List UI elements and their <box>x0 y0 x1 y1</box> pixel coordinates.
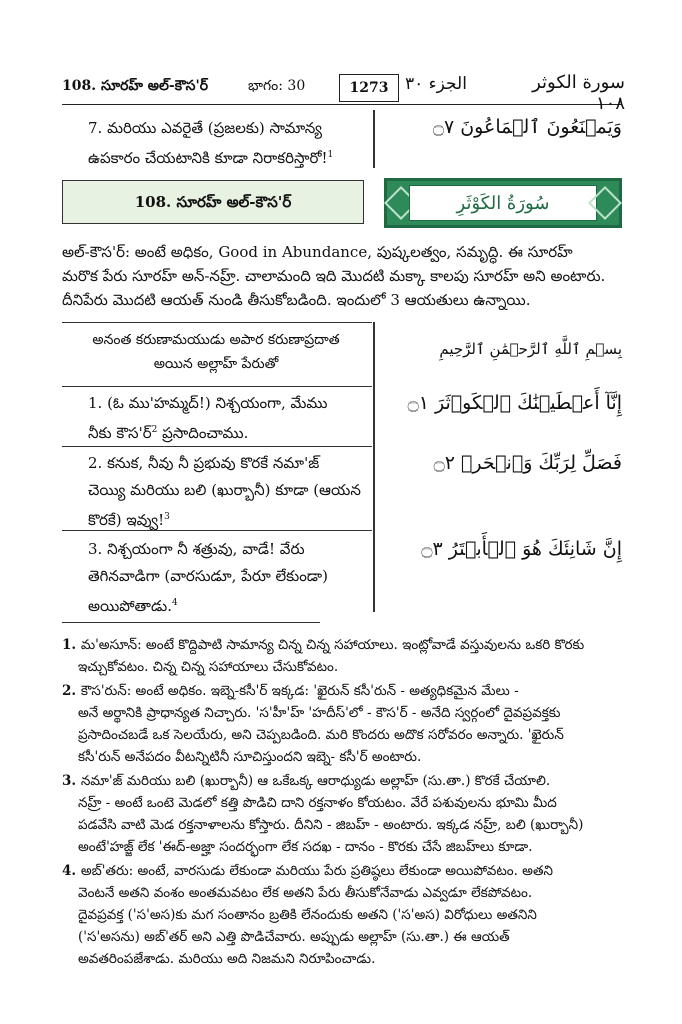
verse-2-translation <box>88 450 370 534</box>
intro-line: దీనిపేరు మొదటి ఆయత్ నుండి తీసుకోబడింది. ఇందులో 3 ఆయతులు ఉన్నాయి. <box>62 291 531 309</box>
column-divider <box>373 322 375 612</box>
footnote-line: ఇచ్చుకోవటం. చిన్న చిన్న సహాయాలు చేసుకోవటం. <box>78 659 339 675</box>
verse-line: 3. నిశ్చయంగా నీ శత్రువు, వాడే! వేరు <box>88 540 305 558</box>
verse-line: నీకు కౌస'ర్ <box>88 424 152 442</box>
verse-3-translation <box>88 536 370 620</box>
column-divider <box>373 110 375 168</box>
basmala-line: అయిన అల్లాహ్ పేరుతో <box>153 356 279 372</box>
basmala-translation <box>62 328 370 376</box>
verse-line: కొరకే) ఇవ్వు! <box>88 511 165 529</box>
basmala-line: అనంత కరుణామయుడు అపార కరుణాప్రదాత <box>92 332 340 348</box>
header-juz-arabic: الجزء ٣٠ <box>405 74 467 94</box>
footnote-ref: 4 <box>172 598 178 608</box>
verse-1-translation <box>88 390 370 447</box>
verse-7-text: 7. మరియు ఎవరైతే (ప్రజలకు) సామాన్య ఉపకారం చేయటానికి కూడా నిరాకరిస్తారో! <box>88 119 328 167</box>
verse-line: అయిపోతాడు. <box>88 597 173 615</box>
footnote-line: కౌస'రున్: అంటే అధికం. ఇబ్నె-కసీ'ర్ ఇక్కడ: 'ఖైరున్ కసీ'రున్ - అత్యధికమైన మేలు - <box>80 683 519 699</box>
footnote-line: అనే అర్థానికి ప్రాధాన్యత నిచ్చారు. 'స'హీ'హ్ 'హదీస్'లో - కౌస'ర్ - అనేది స్వర్గంలో దైవప్రవక్తకు <box>78 705 561 721</box>
footnote-4: 4. అబ్'తరు: అంటే, వారసుడు లేకుండా మరియు పేరు ప్రతిష్ఠలు లేకుండా అయిపోవటం. అతని వెంటనే అతని వంశం అంతమవటం లేక అతని పేరు తీసుకోనేవాడు ఎవ్వడూ లేకపోవటం. దైవప్రవక్త ('స'అస)కు మగ సంతానం బ్రతికి లేనందుకు అతని ('స'అస) విరోధులు అతనిని ('స'అసను) అబ్'తర్ అని ఎత్తి పొడిచేవారు. అప్పుడు అల్లాహ్ (సు.తా.) ఈ ఆయత్ అవతరింపజేశాడు. మరియు అది నిజమని నిరూపించాడు. <box>62 860 622 970</box>
footnote-line: వెంటనే అతని వంశం అంతమవటం లేక అతని పేరు తీసుకోనేవాడు ఎవ్వడూ లేకపోవటం. <box>78 885 533 901</box>
footnote-separator <box>62 622 320 623</box>
header-surah-title: 108. సూరహ్ అల్-కౌస'ర్ <box>62 78 209 94</box>
footnote-line: పడవేసి వాటి మెడ రక్తనాళాలను కోస్తారు. దీనిని - జిబహ్ - అంటారు. ఇక్కడ నహ్ర్, బలి (ఖుర్బానీ) <box>78 817 584 833</box>
surah-banner <box>384 178 622 228</box>
verse-line: 2. కనుక, నీవు నీ ప్రభువు కొరకే నమా'జ్ <box>88 454 320 472</box>
verse-line: తెగినవాడిగా (వారసుడూ, పేరూ లేకుండా) <box>88 567 328 585</box>
footnote-line: అంటే'హజ్జ్ లేక 'ఈద్-అజ్హా సందర్భంగా లేక సదఖ - దానం - కొరకు చేసే జిబహ్‌లు కూడా. <box>78 839 533 855</box>
footnote-line: నమా'జ్ మరియు బలి (ఖుర్బానీ) ఆ ఒకేఒక్క ఆరాధ్యుడు అల్లాహ్ (సు.తా.) కొరకే చేయాలి. <box>80 773 551 789</box>
footnote-number: 3 <box>62 773 72 789</box>
surah-introduction <box>62 240 622 312</box>
footnote-number: 1 <box>62 637 72 653</box>
verse-1-arabic: إِنَّآ أَعۡطَيۡنَٰكَ ٱلۡكَوۡثَرَ ۝١ <box>407 392 622 414</box>
footnote-number: 2 <box>62 683 72 699</box>
banner-arabic-title: سُورَةُ الكَوْثَرِ <box>409 185 597 221</box>
header-part-number: భాగం: 30 <box>248 78 306 94</box>
header-surah-arabic: سورة الكوثر ١٠٨ <box>532 72 625 114</box>
divider <box>62 322 372 323</box>
footnote-ref: 3 <box>164 512 170 522</box>
footnote-line: మ'అసూన్: అంటే కొద్దిపాటి సామాన్య చిన్న చిన్న సహాయాలు. ఇంట్లోవాడే వస్తువులను ఒకరి కొరకు <box>80 637 585 653</box>
intro-line: అల్-కౌస'ర్: అంటే అధికం, Good in Abundance, పుష్కలత్వం, సమృద్ధి. ఈ సూరహ్ <box>62 243 573 261</box>
footnote-3: 3. నమా'జ్ మరియు బలి (ఖుర్బానీ) ఆ ఒకేఒక్క ఆరాధ్యుడు అల్లాహ్ (సు.తా.) కొరకే చేయాలి. నహ్ర్ - అంటే ఒంటె మెడలో కత్తి పొడిచి దాని రక్తనాళం కోయటం. వేరే పశువులను భూమి మీద పడవేసి వాటి మెడ రక్తనాళాలను కోస్తారు. దీనిని - జిబహ్ - అంటారు. ఇక్కడ నహ్ర్, బలి (ఖుర్బానీ) అంటే'హజ్జ్ లేక 'ఈద్-అజ్హా సందర్భంగా లేక సదఖ - దానం - కొరకు చేసే జిబహ్‌లు కూడా. <box>62 770 622 858</box>
verse-line: చెయ్యి మరియు బలి (ఖుర్బానీ) కూడా (ఆయన <box>88 481 361 499</box>
footnote-line: ('స'అసను) అబ్'తర్ అని ఎత్తి పొడిచేవారు. అప్పుడు అల్లాహ్ (సు.తా.) ఈ ఆయత్ <box>78 929 510 945</box>
footnote-line: అబ్'తరు: అంటే, వారసుడు లేకుండా మరియు పేరు ప్రతిష్ఠలు లేకుండా అయిపోవటం. అతని <box>80 863 553 879</box>
verse-7-arabic: وَيَمۡنَعُونَ ٱلۡمَاعُونَ ۝٧ <box>432 116 622 138</box>
footnote-ref: 1 <box>327 150 334 160</box>
page-number: 1273 <box>339 74 399 102</box>
footnote-line: కసీ'రున్ అనేపదం వీటన్నిటినీ సూచిస్తుందని ఇబ్నె- కసీ'ర్ అంటారు. <box>78 749 422 765</box>
verse-3-arabic: إِنَّ شَانِئَكَ هُوَ ٱلۡأَبۡتَرُ ۝٣ <box>421 538 622 560</box>
verse-7-translation <box>88 115 368 172</box>
footnote-1: 1. మ'అసూన్: అంటే కొద్దిపాటి సామాన్య చిన్న చిన్న సహాయాలు. ఇంట్లోవాడే వస్తువులను ఒకరి కొరకు ఇచ్చుకోవటం. చిన్న చిన్న సహాయాలు చేసుకోవటం. <box>62 634 622 678</box>
footnote-ref: 2 <box>151 425 158 435</box>
footnote-2: 2. కౌస'రున్: అంటే అధికం. ఇబ్నె-కసీ'ర్ ఇక్కడ: 'ఖైరున్ కసీ'రున్ - అత్యధికమైన మేలు - అనే అర్థానికి ప్రాధాన్యత నిచ్చారు. 'స'హీ'హ్ 'హదీస్'లో - కౌస'ర్ - అనేది స్వర్గంలో దైవప్రవక్తకు ప్రసాదించబడే ఒక సెలయేరు, అని చెప్పబడింది. మరి కొందరు అదొక సరోవరం అన్నారు. 'ఖైరున్ కసీ'రున్ అనేపదం వీటన్నిటినీ సూచిస్తుందని ఇబ్నె- కసీ'ర్ అంటారు. <box>62 680 622 768</box>
footnote-line: ప్రసాదించబడే ఒక సెలయేరు, అని చెప్పబడింది. మరి కొందరు అదొక సరోవరం అన్నారు. 'ఖైరున్ <box>78 727 564 743</box>
verse-line: ప్రసాదించాము. <box>157 424 249 442</box>
basmala-arabic: بِسۡمِ ٱللَّهِ ٱلرَّحۡمَٰنِ ٱلرَّحِيمِ <box>439 340 622 358</box>
surah-title-box: 108. సూరహ్ అల్-కౌస'ర్ <box>62 180 364 224</box>
footnote-line: దైవప్రవక్త ('స'అస)కు మగ సంతానం బ్రతికి లేనందుకు అతని ('స'అస) విరోధులు అతనిని <box>78 907 537 923</box>
verse-2-arabic: فَصَلِّ لِرَبِّكَ وَٱنۡحَرۡ ۝٢ <box>433 452 622 474</box>
verse-line: 1. (ఓ ము'హమ్మద్!) నిశ్చయంగా, మేము <box>88 394 328 412</box>
intro-line: మరొక పేరు సూరహ్ అన్-నహ్ర్. చాలామంది ఇది మొదటి మక్కా కాలపు సూరహ్ అని అంటారు. <box>62 267 606 285</box>
footnote-line: నహ్ర్ - అంటే ఒంటె మెడలో కత్తి పొడిచి దాని రక్తనాళం కోయటం. వేరే పశువులను భూమి మీద <box>78 795 557 811</box>
footnote-number: 4 <box>62 863 72 879</box>
divider <box>62 386 372 387</box>
footnote-line: అవతరింపజేశాడు. మరియు అది నిజమని నిరూపించాడు. <box>78 951 376 967</box>
